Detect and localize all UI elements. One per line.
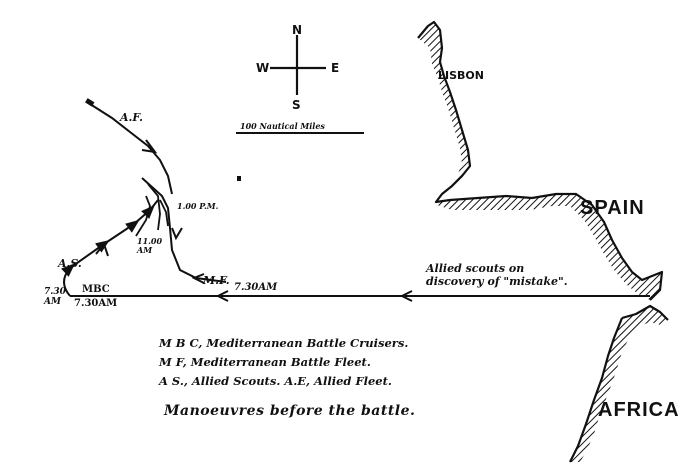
- africa-coast-hatching: [570, 306, 668, 462]
- label-allied-fleet: A.F.: [120, 111, 143, 124]
- place-africa: AFRICA: [598, 399, 680, 421]
- legend-line-as: A S., Allied Scouts. A.E, Allied Fleet.: [159, 374, 392, 388]
- place-spain: SPAIN: [580, 197, 645, 219]
- track-af-loop: [142, 178, 226, 282]
- scouts-note: Allied scouts on discovery of "mistake".: [426, 262, 568, 289]
- compass-south: S: [292, 98, 301, 112]
- label-mbc: MBC: [82, 284, 110, 295]
- compass-east: E: [331, 61, 340, 75]
- place-lisbon: LISBON: [438, 69, 484, 82]
- time-mbc-730: 7.30AM: [74, 298, 118, 309]
- legend-line-mbc: M B C, Mediterranean Battle Cruisers.: [159, 336, 409, 350]
- scale-label: 100 Nautical Miles: [240, 121, 325, 131]
- legend: [159, 334, 408, 391]
- time-1pm: 1.00 P.M.: [177, 201, 219, 211]
- compass-west: W: [256, 61, 270, 75]
- time-mf-730: 7.30AM: [234, 282, 278, 293]
- track-arrow-as: [96, 244, 108, 256]
- compass-north: N: [292, 23, 303, 37]
- time-as-730: 7.30 AM: [44, 287, 66, 308]
- time-11am: 11.00 AM: [137, 236, 163, 255]
- label-allied-scouts: A.S.: [58, 257, 82, 270]
- label-med-fleet: M.F.: [203, 274, 230, 287]
- iberia-coast-hatching: [418, 22, 662, 300]
- legend-line-mf: M F, Mediterranean Battle Fleet.: [159, 355, 371, 369]
- iberia-coastline: [418, 22, 662, 300]
- map-caption: Manoeuvres before the battle.: [164, 403, 416, 419]
- track-arrow-1pm: [172, 228, 182, 238]
- map-dot: [237, 176, 241, 181]
- compass-rose: [270, 35, 326, 95]
